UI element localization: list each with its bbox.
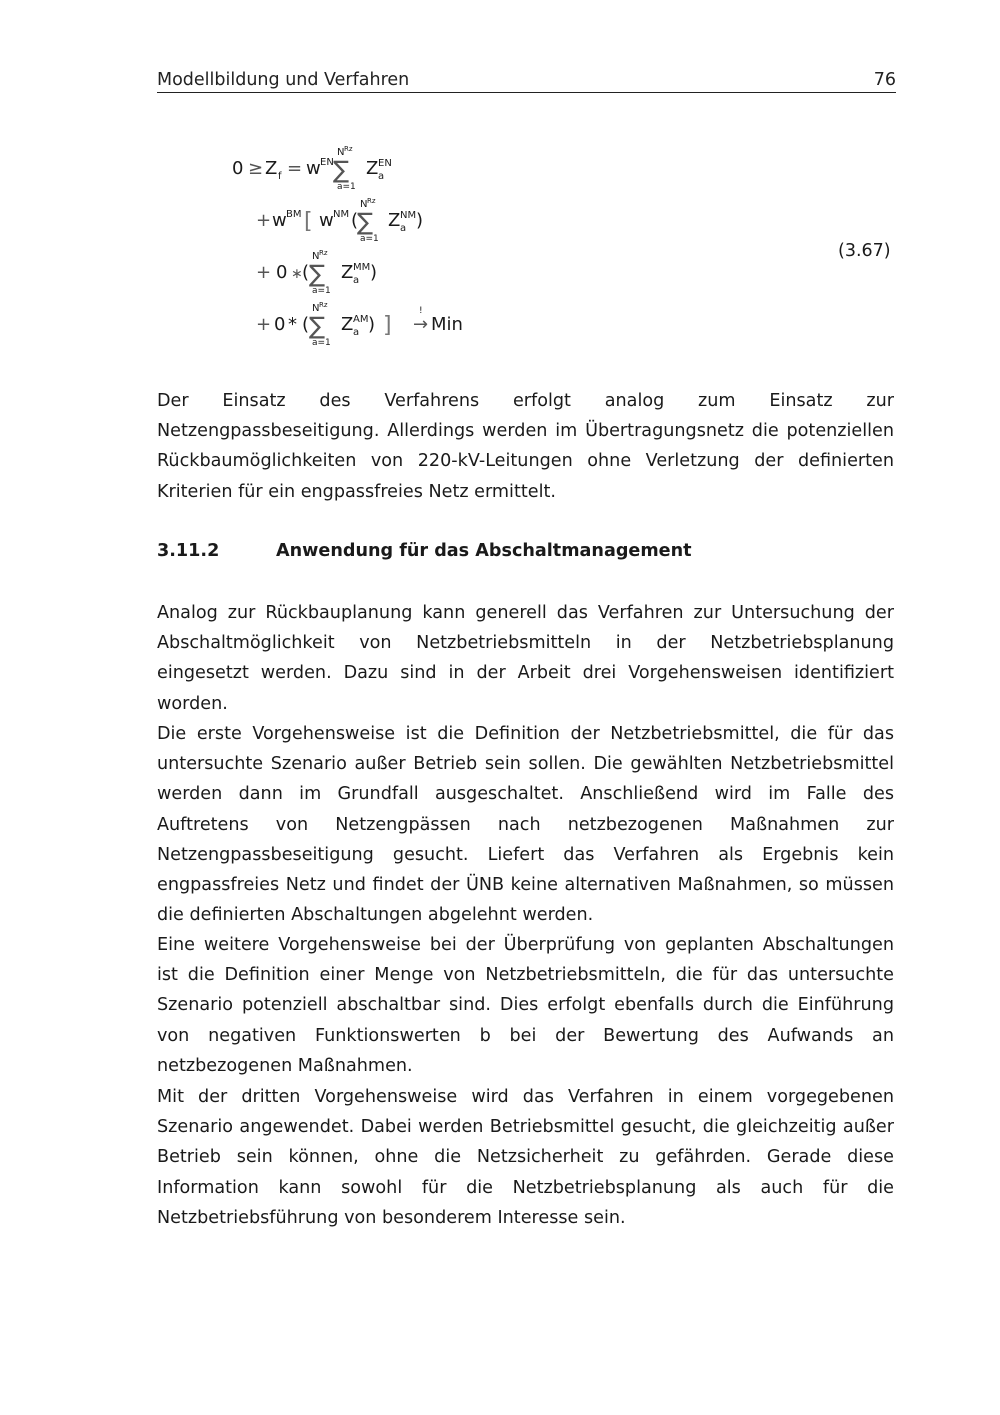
paragraph-4: Eine weitere Vorgehensweise bei der Überprüfung von geplanten Abschaltungen ist die Definition einer Menge von Netzbetriebsmitteln, die für das untersuchte Szenario potenziell abschaltbar sind. Dies erfolgt ebenfalls durch die Einführung von negativen Funktionswerten b bei der Bewertung des Aufwands an netzbezogenen Maßnahmen. bbox=[157, 935, 894, 1076]
svg-text:0: 0 bbox=[274, 314, 286, 335]
svg-text:a: a bbox=[378, 171, 385, 182]
header-title: Modellbildung und Verfahren bbox=[157, 70, 410, 90]
svg-text:(: ( bbox=[302, 262, 310, 283]
svg-text:N: N bbox=[360, 199, 368, 210]
svg-text:Z: Z bbox=[388, 210, 401, 231]
svg-text:Rz: Rz bbox=[344, 145, 353, 153]
svg-text:): ) bbox=[416, 210, 424, 231]
svg-text:Z: Z bbox=[341, 314, 354, 335]
svg-text:NM: NM bbox=[333, 209, 350, 220]
svg-text:]: ] bbox=[383, 313, 392, 338]
equation-line-2 bbox=[256, 197, 423, 244]
svg-text:a: a bbox=[353, 275, 360, 286]
svg-text:NM: NM bbox=[400, 210, 417, 221]
svg-text:EN: EN bbox=[378, 158, 392, 169]
svg-text:a=1: a=1 bbox=[312, 286, 331, 296]
svg-text:+: + bbox=[256, 314, 272, 335]
svg-text:a: a bbox=[400, 223, 407, 234]
svg-text:[: [ bbox=[304, 209, 313, 234]
svg-text:∗: ∗ bbox=[291, 266, 303, 282]
paragraph-2: Analog zur Rückbauplanung kann generell das Verfahren zur Untersuchung der Abschaltmöglichkeit von Netzbetriebsmitteln in der Netzbetriebsplanung eingesetzt werden. Dazu sind in der Arbeit drei Vorgehensweisen identifiziert worden. bbox=[157, 603, 894, 714]
equation-line-3 bbox=[256, 249, 377, 296]
svg-text:→: → bbox=[413, 314, 429, 335]
svg-text:N: N bbox=[337, 147, 345, 158]
svg-text:+: + bbox=[256, 262, 272, 283]
svg-text:Rz: Rz bbox=[367, 197, 376, 205]
paragraph-3: Die erste Vorgehensweise ist die Definition der Netzbetriebsmittel, die für das untersuchte Szenario außer Betrieb sein sollen. Die gewählten Netzbetriebsmittel werden dann im Grundfall ausgeschaltet. Anschließend wird im Falle des Auftretens von Netzengpässen nach netzbezogenen Maßnahmen zur Netzengpassbeseitigung gesucht. Liefert das Verfahren als Ergebnis kein engpassfreies Netz und findet der ÜNB keine alternativen Maßnahmen, so müssen die definierten Abschaltungen abgelehnt werden. bbox=[157, 724, 894, 926]
svg-text:w: w bbox=[272, 210, 287, 231]
svg-text:=: = bbox=[287, 158, 303, 179]
svg-text:N: N bbox=[312, 251, 320, 262]
svg-text:(: ( bbox=[351, 210, 359, 231]
section-title: Anwendung für das Abschaltmanagement bbox=[276, 541, 692, 561]
svg-text:∑: ∑ bbox=[309, 260, 326, 288]
page-number: 76 bbox=[873, 70, 896, 90]
paragraph-5: Mit der dritten Vorgehensweise wird das Verfahren in einem vorgegebenen Szenario angewendet. Dabei werden Betriebsmittel gesucht, die gleichzeitig außer Betrieb sein können, ohne die Netzsicherheit zu gefährden. Gerade diese Information kann sowohl für die Netzbetriebsplanung als auch für die Netzbetriebsführung von besonderem Interesse sein. bbox=[157, 1087, 894, 1228]
svg-text:Min: Min bbox=[431, 314, 463, 335]
equation-line-4 bbox=[256, 301, 463, 348]
paragraph-1: Der Einsatz des Verfahrens erfolgt analog zum Einsatz zur Netzengpassbeseitigung. Allerdings werden im Übertragungsnetz die potenziellen Rückbaumöglichkeiten von 220-kV-Leitungen ohne Verletzung der definierten Kriterien für ein engpassfreies Netz ermittelt. bbox=[157, 391, 894, 502]
svg-text:BM: BM bbox=[286, 209, 302, 220]
svg-text:∑: ∑ bbox=[357, 208, 374, 236]
svg-text:N: N bbox=[312, 303, 320, 314]
svg-text:*: * bbox=[288, 314, 297, 335]
svg-text:a=1: a=1 bbox=[312, 338, 331, 348]
svg-text:0: 0 bbox=[232, 158, 244, 179]
svg-text:w: w bbox=[306, 158, 321, 179]
svg-text:Z: Z bbox=[366, 158, 379, 179]
equation-number: (3.67) bbox=[838, 241, 891, 261]
svg-text:): ) bbox=[368, 314, 376, 335]
equation-3-67 bbox=[0, 0, 1000, 360]
svg-text:): ) bbox=[370, 262, 378, 283]
svg-text:!: ! bbox=[419, 306, 423, 316]
svg-text:0: 0 bbox=[276, 262, 288, 283]
svg-text:MM: MM bbox=[353, 262, 371, 273]
svg-text:EN: EN bbox=[320, 157, 334, 168]
svg-text:a=1: a=1 bbox=[360, 234, 379, 244]
svg-text:AM: AM bbox=[353, 314, 369, 325]
equation-line-1 bbox=[232, 145, 392, 192]
svg-text:a=1: a=1 bbox=[337, 182, 356, 192]
svg-text:≥: ≥ bbox=[248, 158, 264, 179]
svg-text:(: ( bbox=[302, 314, 310, 335]
svg-text:+: + bbox=[256, 210, 272, 231]
svg-text:Rz: Rz bbox=[319, 301, 328, 309]
svg-text:Z: Z bbox=[341, 262, 354, 283]
svg-text:w: w bbox=[319, 210, 334, 231]
svg-text:f: f bbox=[278, 171, 282, 182]
svg-text:Rz: Rz bbox=[319, 249, 328, 257]
svg-text:a: a bbox=[353, 327, 360, 338]
svg-text:∑: ∑ bbox=[309, 312, 326, 340]
svg-text:∑: ∑ bbox=[333, 156, 350, 184]
svg-text:Z: Z bbox=[265, 158, 278, 179]
section-number: 3.11.2 bbox=[157, 541, 220, 561]
